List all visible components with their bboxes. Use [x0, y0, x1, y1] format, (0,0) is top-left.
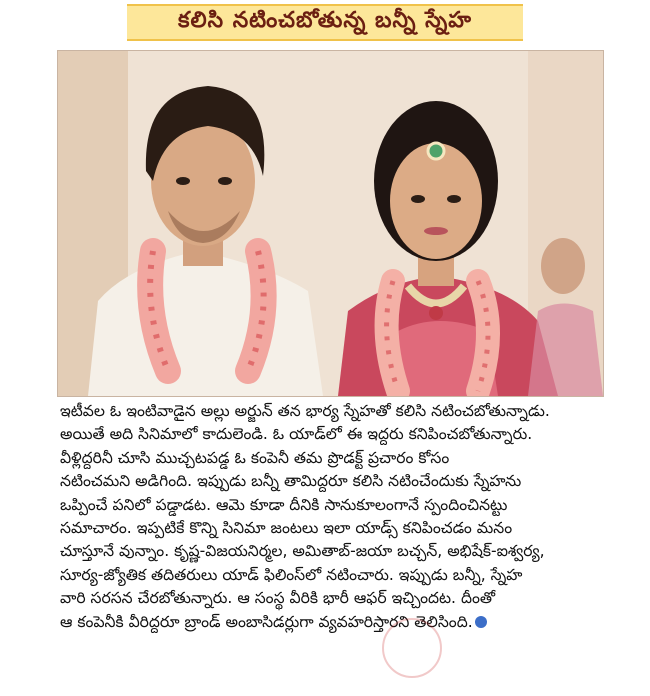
- article-line: సమాచారం. ఇప్పటికే కొన్ని సినిమా జంటలు ఇలా యాడ్స్ కనిపించడం మనం: [60, 518, 513, 537]
- article-line-text: ఆ కంపెనీకి వీరిద్దరూ బ్రాండ్ అంబాసిడర్లుగా వ్యవహరిస్తారని తెలిసింది.: [60, 612, 473, 631]
- wedding-photo-illustration: [58, 51, 603, 396]
- site-watermark-logo: [382, 618, 442, 678]
- article-line: అయితే అది సినిమాలో కాదులెండి. ఓ యాడ్‌లో ఈ ఇద్దరు కనిపించబోతున్నారు.: [60, 425, 533, 444]
- article-body: [60, 400, 646, 634]
- article-line: సూర్య-జ్యోతిక తదితరులు యాడ్ ఫిలింస్‌లో నటించారు. ఇప్పుడు బన్నీ, స్నేహ: [60, 565, 523, 584]
- article-line: ఇటీవల ఓ ఇంటివాడైన అల్లు అర్జున్ తన భార్య స్నేహతో కలిసి నటించబోతున్నాడు.: [60, 402, 550, 420]
- article-line-last: [60, 611, 646, 634]
- article-line: నటించమని అడిగింది. ఇప్పుడు బన్నీ తామిద్దరూ కలిసి నటించేందుకు స్నేహను: [60, 472, 522, 491]
- article-line: ఒప్పించే పనిలో పడ్డాడట. ఆమె కూడా దీనికి సానుకూలంగానే స్పందించినట్టు: [60, 495, 508, 514]
- article-line: చూస్తూనే వున్నాం. కృష్ణ-విజయనిర్మల, అమితాబ్-జయా బచ్చన్, అభిషేక్-ఐశ్వర్య,: [60, 542, 545, 561]
- headline-text: కలిసి నటించబోతున్న బన్నీ స్నేహ: [178, 7, 472, 33]
- headline-banner: [127, 4, 523, 41]
- article-line: వీళ్లిద్దరినీ చూసి ముచ్చటపడ్డ ఓ కంపెనీ తమ ప్రొడక్ట్ ప్రచారం కోసం: [60, 448, 450, 467]
- article-end-icon: [475, 616, 487, 628]
- article-line: వారి సరసన చేరబోతున్నారు. ఆ సంస్థ వీరికి భారీ ఆఫర్ ఇచ్చిందట. దీంతో: [60, 589, 496, 608]
- wedding-photo: [57, 50, 604, 397]
